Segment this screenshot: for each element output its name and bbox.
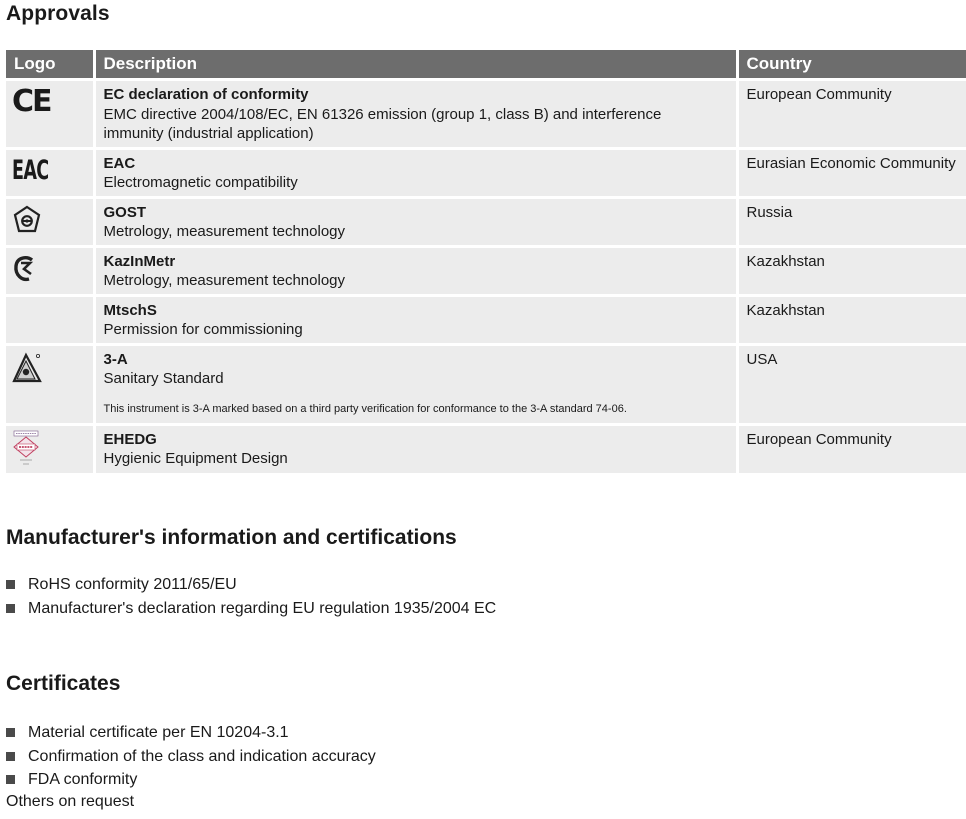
approval-country: Eurasian Economic Community <box>746 154 956 172</box>
table-row <box>6 197 966 246</box>
table-row <box>6 246 966 295</box>
list-item <box>6 745 376 769</box>
approval-country: Russia <box>746 203 793 221</box>
manufacturer-list <box>6 573 496 620</box>
list-item-text: FDA conformity <box>28 771 138 788</box>
approval-text: Electromagnetic compatibility <box>103 174 298 191</box>
list-item-text: Material certificate per EN 10204-3.1 <box>28 724 289 741</box>
list-item <box>6 597 496 621</box>
header-logo: Logo <box>6 50 94 80</box>
approval-title: KazInMetr <box>103 252 176 270</box>
list-item <box>6 573 496 597</box>
bullet-square-icon <box>6 775 15 784</box>
description-cell <box>94 295 737 344</box>
others-on-request: Others on request <box>6 793 135 810</box>
list-item-text: Confirmation of the class and indication accuracy <box>28 747 376 765</box>
table-row <box>6 295 966 344</box>
list-item <box>6 768 376 792</box>
bullet-square-icon <box>6 728 15 737</box>
approvals-table <box>6 50 966 473</box>
kazinmetr-mark-icon <box>12 254 38 284</box>
header-country: Country <box>737 50 966 80</box>
table-row <box>6 424 966 473</box>
description-cell <box>94 148 737 197</box>
description-cell <box>94 246 737 295</box>
bullet-square-icon <box>6 752 15 761</box>
header-description: Description <box>94 50 737 80</box>
approval-title: GOST <box>103 203 147 221</box>
gost-mark-icon <box>12 205 42 235</box>
logo-cell <box>6 246 94 295</box>
logo-cell <box>6 344 94 424</box>
approval-country: European Community <box>746 430 892 448</box>
logo-cell <box>6 197 94 246</box>
approval-country: Kazakhstan <box>746 252 825 270</box>
country-cell <box>737 295 966 344</box>
approval-text: Permission for commissioning <box>103 321 303 338</box>
country-cell <box>737 246 966 295</box>
list-item <box>6 721 376 745</box>
approval-title: MtschS <box>103 301 157 319</box>
country-cell <box>737 148 966 197</box>
approval-text: Metrology, measurement technology <box>103 272 346 289</box>
description-cell <box>94 344 737 424</box>
approval-text: Sanitary Standard <box>103 370 224 387</box>
description-cell <box>94 197 737 246</box>
country-cell <box>737 344 966 424</box>
certificates-list <box>6 721 376 792</box>
certificates-heading: Certificates <box>6 672 121 695</box>
table-row <box>6 344 966 424</box>
approval-title: 3-A <box>103 350 128 368</box>
bullet-square-icon <box>6 604 15 613</box>
table-header-row <box>6 50 966 80</box>
logo-cell <box>6 424 94 473</box>
list-item-text: Manufacturer's declaration regarding EU regulation 1935/2004 EC <box>28 599 497 617</box>
3a-mark-icon <box>12 352 44 384</box>
country-cell <box>737 197 966 246</box>
logo-cell <box>6 148 94 197</box>
approval-title: EHEDG <box>103 430 157 448</box>
ce-mark-icon: CE <box>12 84 51 119</box>
logo-cell <box>6 295 94 344</box>
approval-country: USA <box>746 350 778 368</box>
approval-text: Hygienic Equipment Design <box>103 450 288 467</box>
bullet-square-icon <box>6 580 15 589</box>
approval-text: EMC directive 2004/108/EC, EN 61326 emission (group 1, class B) and interference immunity (industrial application) <box>103 105 662 142</box>
eac-mark-icon: EAC <box>12 154 49 186</box>
approval-note: This instrument is 3-A marked based on a third party verification for conformance to the 3-A standard 74-06. <box>103 402 627 415</box>
description-cell <box>94 80 737 149</box>
manufacturer-heading: Manufacturer's information and certifications <box>6 526 457 549</box>
table-row <box>6 148 966 197</box>
approval-title: EAC <box>103 154 136 172</box>
approval-country: Kazakhstan <box>746 301 825 319</box>
country-cell <box>737 80 966 149</box>
country-cell <box>737 424 966 473</box>
logo-cell <box>6 80 94 149</box>
approval-title: EC declaration of conformity <box>103 86 309 103</box>
approval-text: Metrology, measurement technology <box>103 223 346 240</box>
list-item-text: RoHS conformity 2011/65/EU <box>28 576 237 593</box>
table-row <box>6 80 966 149</box>
ehedg-mark-icon <box>12 430 40 468</box>
description-cell <box>94 424 737 473</box>
approval-country: European Community <box>746 86 892 103</box>
approvals-heading: Approvals <box>6 2 110 25</box>
